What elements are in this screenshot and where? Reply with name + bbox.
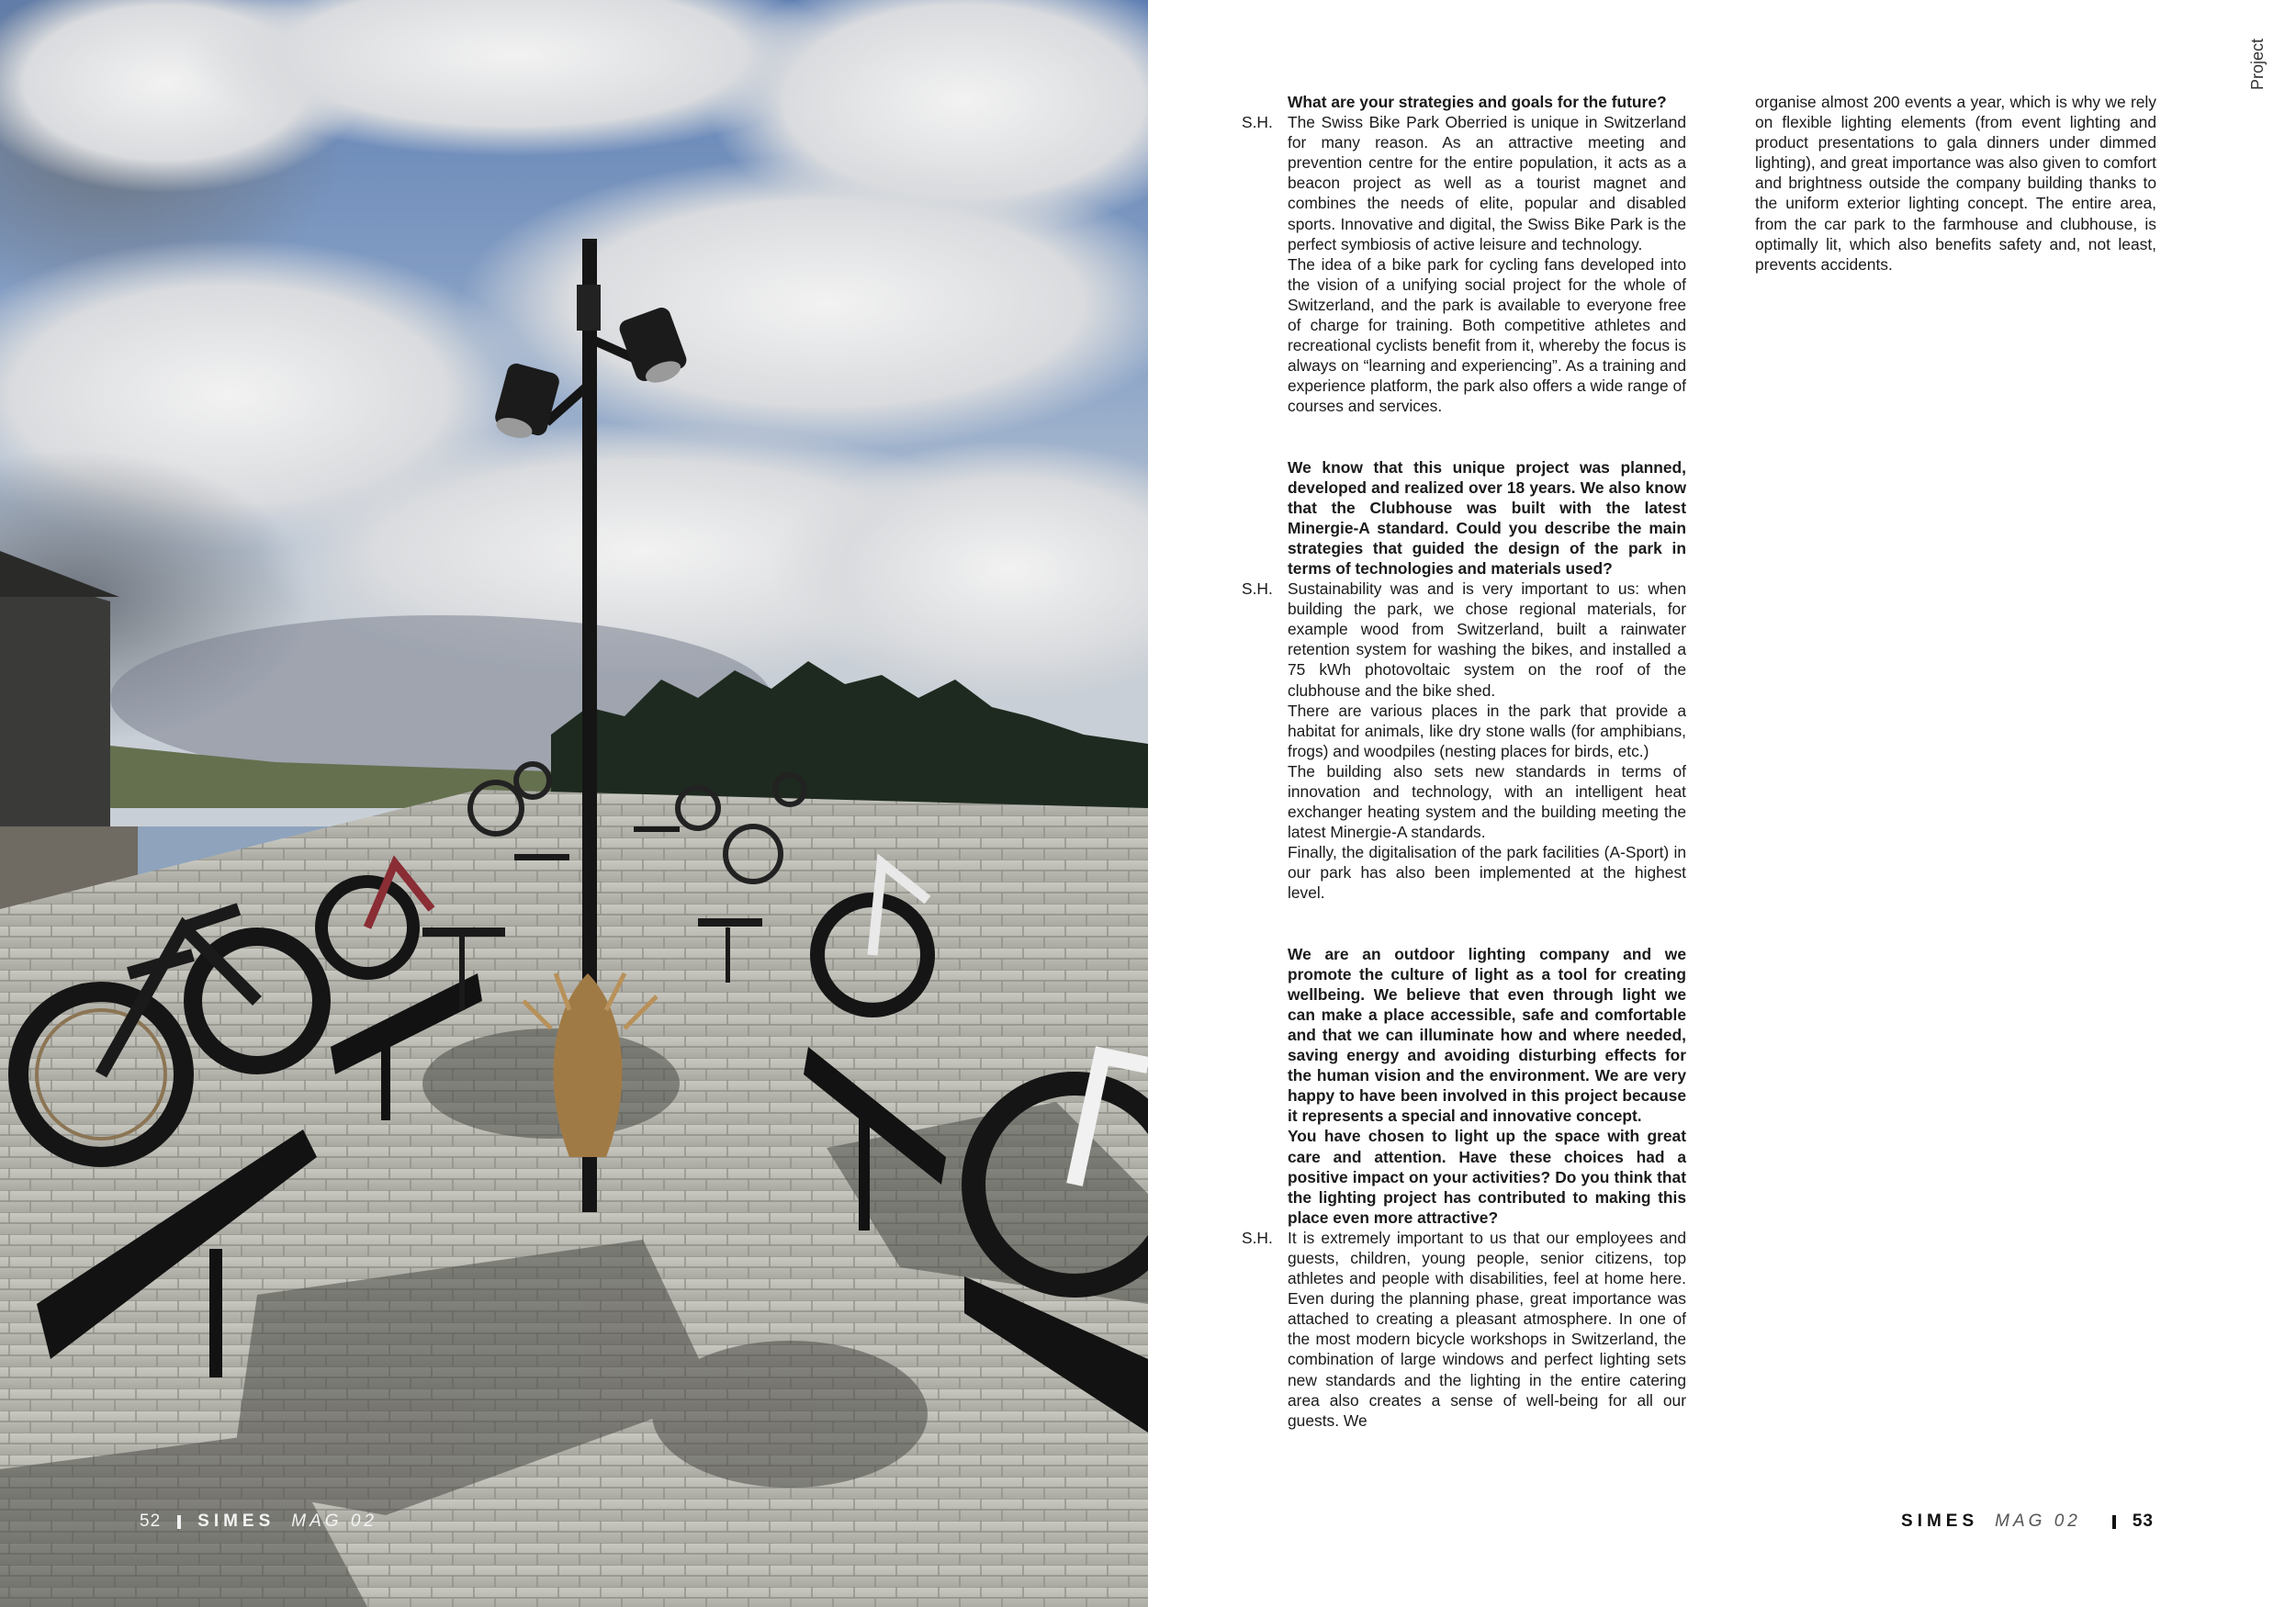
interview-answer [1242,112,1686,416]
interview-statement: We are an outdoor lighting company and we promote the culture of light as a tool for creating wellbeing. We believe that even through light we can make a place accessible, safe and comfortable and that we can illuminate how and where needed, saving energy and avoiding disturbing effects for the human vision and the environment. We are very happy to have been involved in this project because it represents a special and innovative concept. [1288,944,1686,1126]
speaker-initials: S.H. [1242,113,1273,132]
interview-block [1242,457,1686,904]
page-number-right: 53 [2132,1511,2154,1531]
answer-paragraph: The Swiss Bike Park Oberried is unique in Switzerland for many reason. As an attractive meeting and prevention centre for the entire population, it acts as a beacon project as well as a tourist magnet and combines the needs of elite, popular and disabled sports. Innovative and digital, the Swiss Bike Park is the perfect symbiosis of active leisure and technology. [1288,113,1686,253]
answer-paragraph: Sustainability was and is very important to us: when building the park, we chose regional materials, for example wood from Switzerland, built a rainwater retention system for washing the bikes, and installed a 75 kWh photovoltaic system on the roof of the clubhouse and the bike shed. [1288,579,1686,700]
folio-divider [177,1515,181,1529]
answer-paragraph: The building also sets new standards in terms of innovation and technology, with an intelligent heat exchanger heating system and the building meeting the latest Minergie-A standards. [1288,761,1686,842]
answer-paragraph: The idea of a bike park for cycling fans developed into the vision of a unifying social project for the whole of Switzerland, and the park is available to everyone free of charge for training. Both competitive athletes and recreational cyclists benefit from it, whereby the focus is always on “learning and experiencing”. As a training and experience platform, the park also offers a wide range of courses and services. [1288,254,1686,416]
interview-answer [1242,579,1686,904]
brand-name-left: SIMES [197,1511,276,1531]
interview-question: You have chosen to light up the space with great care and attention. Have these choices had a positive impact on your activities? Do you think that the lighting project has contributed to making this place even more attractive? [1288,1127,1686,1227]
answer-paragraph: There are various places in the park that provide a habitat for animals, like dry stone walls (for amphibians, frogs) and woodpiles (nesting places for birds, etc.) [1288,701,1686,760]
section-label [2248,0,2268,90]
folio-right [1901,1511,2154,1532]
answer-continuation: organise almost 200 events a year, which is why we rely on flexible lighting elements (from event lighting and product presentations to gala dinners under dimmed lighting), and great importance was also given to comfort and brightness outside the company building thanks to the uniform exterior lighting concept. The entire area, from the car park to the farmhouse and clubhouse, is optimally lit, which also benefits safety and, not least, prevents accidents. [1755,93,2156,274]
magazine-issue-left: MAG 02 [291,1511,377,1531]
interview-answer [1242,1228,1686,1431]
answer-paragraph: It is extremely important to us that our employees and guests, children, young people, senior citizens, top athletes and people with disabilities, feel at home here. Even during the planning phase, great importance was attached to creating a pleasant atmosphere. In one of the most modern bicycle workshops in Switzerland, the combination of large windows and perfect lighting sets new standards and the lighting in the entire catering area also creates a sense of well-being for all our guests. We [1288,1228,1686,1430]
brand-name-right: SIMES [1901,1511,1979,1531]
text-column-2 [1755,92,2156,275]
interview-block [1242,92,1686,417]
interview-block [1242,944,1686,1431]
interview-question: What are your strategies and goals for the future? [1288,93,1667,111]
speaker-initials: S.H. [1242,1228,1273,1247]
section-label-text: Project [2248,38,2267,90]
interview-question: We know that this unique project was planned, developed and realized over 18 years. We also know that the Clubhouse was built with the latest Minergie-A standard. Could you describe the main strategies that guided the design of the park in terms of technologies and materials used? [1288,457,1686,578]
answer-paragraph: Finally, the digitalisation of the park facilities (A-Sport) in our park has also been implemented at the highest level. [1288,843,1686,903]
folio-left [140,1511,377,1532]
text-column-1 [1242,92,1686,1431]
page-number-left: 52 [140,1511,162,1531]
clouds [0,0,1148,781]
magazine-issue-right: MAG 02 [1995,1511,2081,1531]
folio-divider [2112,1515,2116,1529]
speaker-initials: S.H. [1242,579,1273,599]
